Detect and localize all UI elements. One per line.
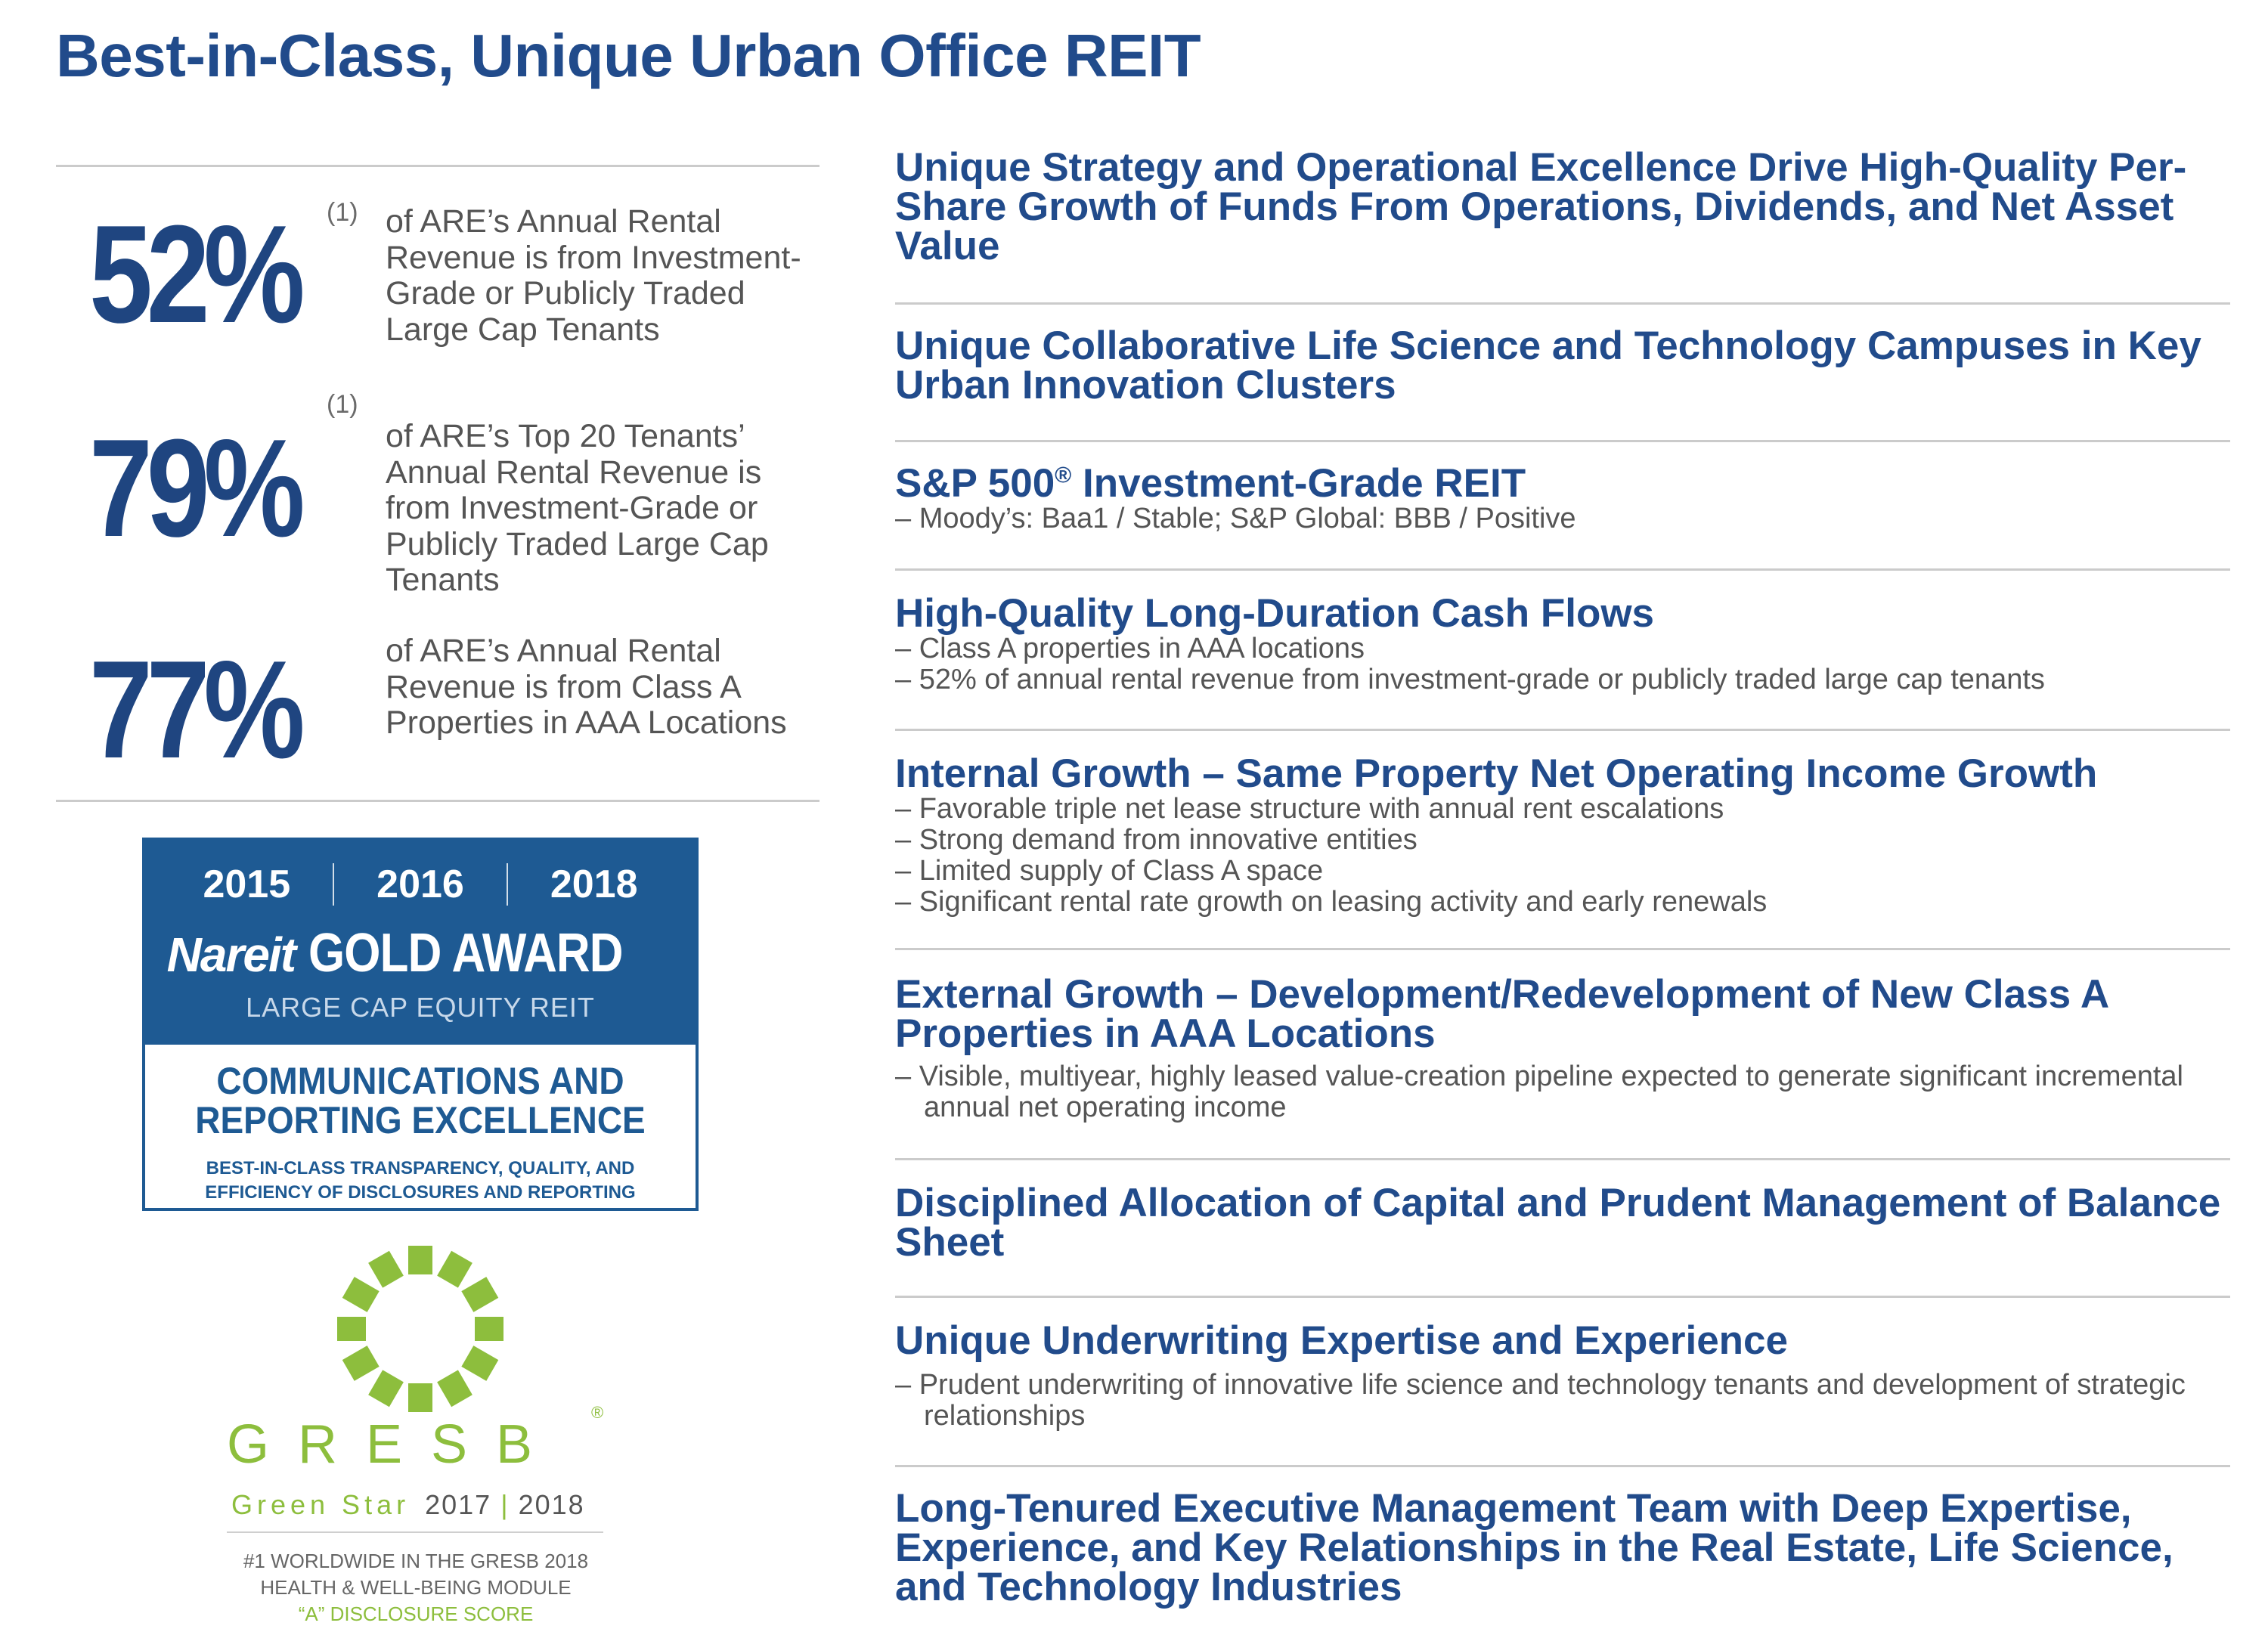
section-bullet: – Favorable triple net lease structure with annual rent escalations bbox=[895, 793, 1724, 825]
award-year: 2016 bbox=[376, 862, 464, 906]
section-bullet: – Strong demand from innovative entities bbox=[895, 824, 1418, 856]
award-year: 2015 bbox=[203, 862, 291, 906]
section-heading: External Growth – Development/Redevelopment of New Class A Properties in AAA Locations bbox=[895, 972, 2108, 1056]
stat-value: 77% bbox=[89, 631, 299, 787]
divider bbox=[895, 568, 2230, 571]
registered-mark: ® bbox=[1055, 463, 1072, 488]
footnote-marker: (1) bbox=[327, 198, 358, 227]
divider bbox=[56, 165, 820, 167]
gresb-wordmark: GRESB bbox=[227, 1414, 562, 1475]
section bbox=[895, 1318, 2241, 1432]
section bbox=[895, 324, 2241, 407]
divider bbox=[895, 302, 2230, 305]
gresb-year: 2018 bbox=[518, 1489, 585, 1520]
section bbox=[895, 751, 2241, 918]
section-heading: Unique Strategy and Operational Excellence Drive High-Quality Per-Share Growth of Funds From Operations, Dividends, and Net Asset Value bbox=[895, 145, 2187, 268]
award-title bbox=[145, 922, 696, 984]
divider bbox=[895, 440, 2230, 442]
award-name: GOLD AWARD bbox=[308, 923, 623, 983]
section bbox=[895, 1486, 2241, 1609]
award-years bbox=[145, 862, 696, 907]
award-category: LARGE CAP EQUITY REIT bbox=[246, 992, 595, 1023]
section-heading: Disciplined Allocation of Capital and Prudent Management of Balance Sheet bbox=[895, 1181, 2221, 1265]
page-title: Best-in-Class, Unique Urban Office REIT bbox=[56, 22, 1201, 89]
section-heading: High-Quality Long-Duration Cash Flows bbox=[895, 591, 1655, 636]
divider bbox=[227, 1531, 603, 1533]
stat-description: of ARE’s Top 20 Tenants’ Annual Rental Revenue is from Investment-Grade or Publicly Traded Large Cap Tenants bbox=[386, 418, 769, 598]
section-heading: Internal Growth – Same Property Net Operating Income Growth bbox=[895, 751, 2098, 796]
gresb-ring-icon bbox=[330, 1238, 511, 1420]
gresb-caption-line: “A” DISCLOSURE SCORE bbox=[298, 1603, 534, 1625]
award-description-line: BEST-IN-CLASS TRANSPARENCY, QUALITY, AND bbox=[206, 1158, 635, 1178]
year-separator: | bbox=[500, 1489, 510, 1520]
stat-value: 52% bbox=[89, 196, 299, 351]
divider bbox=[56, 800, 820, 802]
stat-value: 79% bbox=[89, 410, 299, 565]
section-bullet: – Moody’s: Baa1 / Stable; S&P Global: BBB / Positive bbox=[895, 503, 1576, 534]
gresb-caption bbox=[204, 1548, 627, 1627]
section-bullet: – Visible, multiyear, highly leased value-creation pipeline expected to generate significant incremental annual net operating income bbox=[895, 1061, 2183, 1123]
gresb-caption-line: HEALTH & WELL-BEING MODULE bbox=[260, 1576, 572, 1599]
nareit-logo: Nareit bbox=[166, 927, 296, 982]
year-separator bbox=[507, 863, 508, 906]
section bbox=[895, 145, 2241, 268]
award-heading-line: COMMUNICATIONS AND bbox=[216, 1060, 624, 1102]
award-description bbox=[145, 1157, 696, 1205]
section-bullet: – Limited supply of Class A space bbox=[895, 855, 1324, 887]
nareit-award-badge bbox=[142, 838, 699, 1211]
green-star-label: Green Star bbox=[231, 1489, 411, 1520]
stat-description: of ARE’s Annual Rental Revenue is from Class A Properties in AAA Locations bbox=[386, 633, 787, 741]
gresb-green-star bbox=[231, 1489, 585, 1521]
award-heading bbox=[167, 1061, 674, 1140]
gresb-year: 2017 bbox=[425, 1489, 492, 1520]
section-bullet: – Prudent underwriting of innovative life science and technology tenants and development of strategic relationships bbox=[895, 1369, 2186, 1432]
section-heading: Unique Underwriting Expertise and Experience bbox=[895, 1318, 1789, 1363]
registered-mark: ® bbox=[591, 1403, 604, 1422]
award-year: 2018 bbox=[550, 862, 638, 906]
section-bullet: – 52% of annual rental revenue from investment-grade or publicly traded large cap tenants bbox=[895, 664, 2045, 695]
heading-text: S&P 500 bbox=[895, 461, 1055, 506]
gresb-caption-line: #1 WORLDWIDE IN THE GRESB 2018 bbox=[243, 1550, 589, 1572]
divider bbox=[895, 948, 2230, 950]
year-separator bbox=[333, 863, 334, 906]
section-heading bbox=[895, 461, 2241, 506]
stat-description: of ARE’s Annual Rental Revenue is from Investment-Grade or Publicly Traded Large Cap Tenants bbox=[386, 203, 801, 348]
section-bullet: – Significant rental rate growth on leasing activity and early renewals bbox=[895, 886, 1768, 918]
award-header bbox=[145, 841, 696, 1045]
divider bbox=[895, 729, 2230, 731]
divider bbox=[895, 1296, 2230, 1298]
award-heading-line: REPORTING EXCELLENCE bbox=[195, 1099, 646, 1141]
section-heading: Unique Collaborative Life Science and Technology Campuses in Key Urban Innovation Clusters bbox=[895, 324, 2201, 407]
section bbox=[895, 1181, 2241, 1265]
section bbox=[895, 972, 2241, 1123]
divider bbox=[895, 1465, 2230, 1467]
award-description-line: EFFICIENCY OF DISCLOSURES AND REPORTING bbox=[205, 1182, 636, 1203]
divider bbox=[895, 1158, 2230, 1160]
section bbox=[895, 461, 2241, 534]
footnote-marker: (1) bbox=[327, 390, 358, 419]
green-star-years bbox=[425, 1489, 585, 1520]
section-heading: Long-Tenured Executive Management Team with Deep Expertise, Experience, and Key Relationships in the Real Estate, Life Science, and Technology Industries bbox=[895, 1486, 2174, 1609]
heading-text: Investment-Grade REIT bbox=[1071, 461, 1526, 506]
section bbox=[895, 591, 2241, 695]
section-bullet: – Class A properties in AAA locations bbox=[895, 633, 1365, 664]
